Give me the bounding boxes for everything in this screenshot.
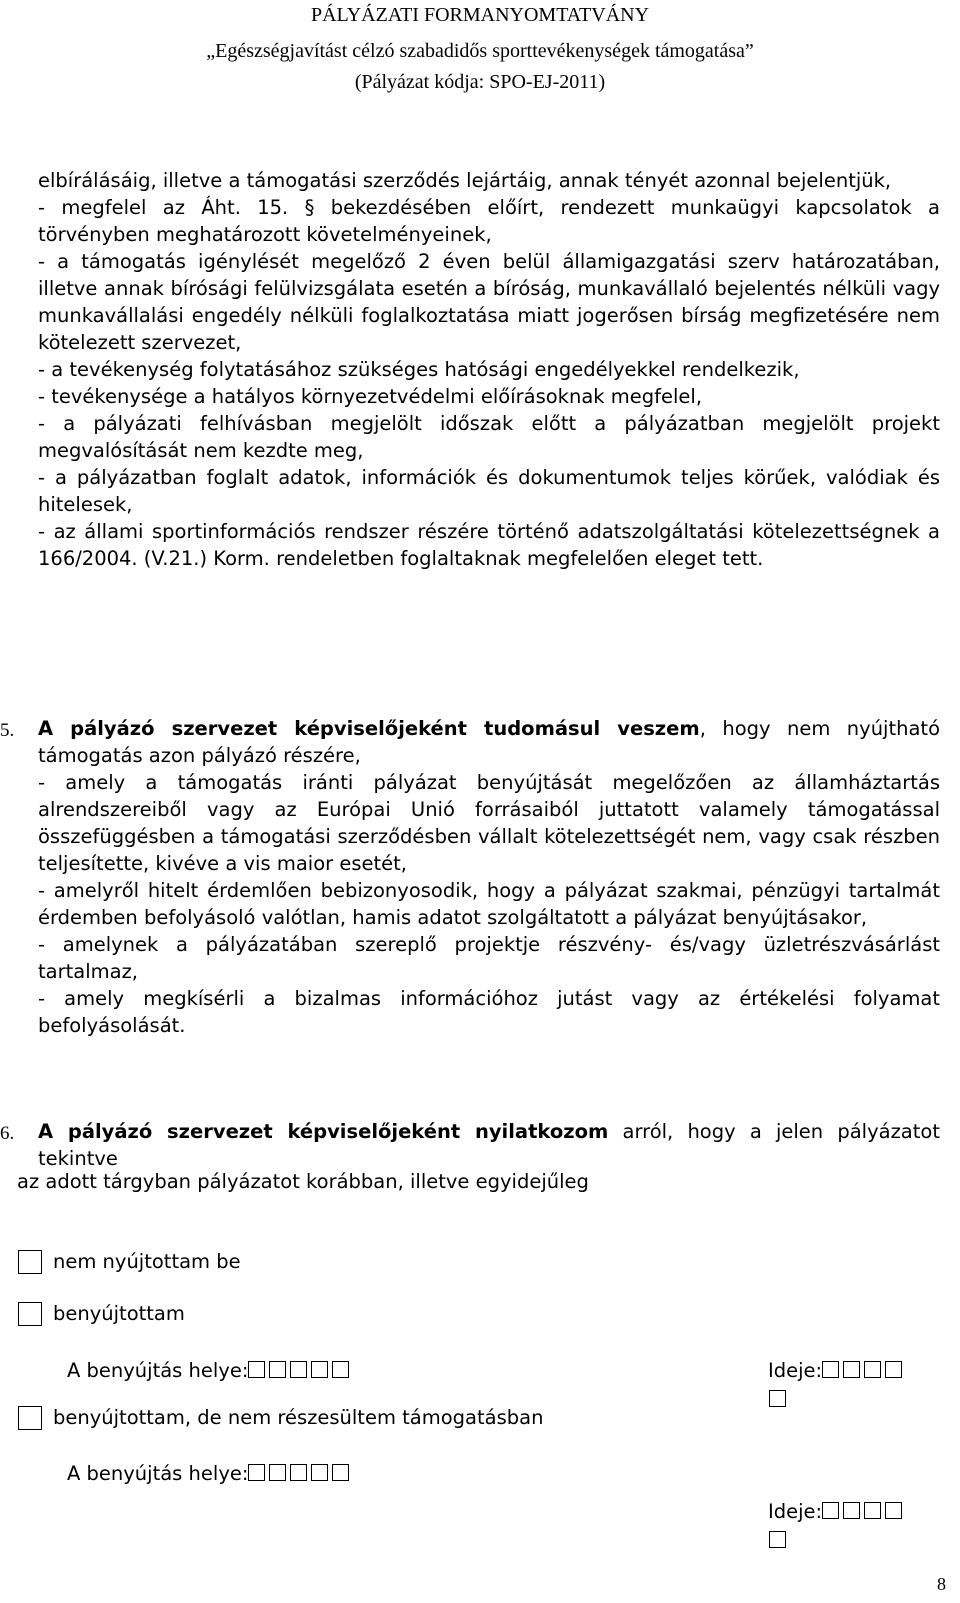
char-box[interactable] <box>269 1361 286 1378</box>
section-6-intro: az adott tárgyban pályázatot korábban, illetve egyidejűleg <box>17 1170 589 1193</box>
submission-date-label: Ideje: <box>768 1500 823 1523</box>
char-box[interactable] <box>822 1502 839 1519</box>
char-box[interactable] <box>290 1361 307 1378</box>
char-box[interactable] <box>332 1361 349 1378</box>
list-item: - az állami sportinformációs rendszer részére történő adatszolgáltatási kötelezettségnek a 166/2004. (V.21.) Korm. rendeletben foglaltaknak megfelelően eleget tett. <box>38 520 940 570</box>
list-item: - a pályázati felhívásban megjelölt időszak előtt a pályázatban megjelölt projekt megvalósítását nem kezdte meg, <box>38 412 940 462</box>
char-box[interactable] <box>864 1361 881 1378</box>
submission-date-field-1-extra <box>769 1390 790 1411</box>
submission-date-field-2-extra <box>769 1531 790 1552</box>
page-number: 8 <box>937 1574 946 1594</box>
list-item: - amelyről hitelt érdemlően bebizonyosodik, hogy a pályázat szakmai, pénzügyi tartalmát érdemben befolyásoló valótlan, hamis adatot szolgáltatott a pályázat benyújtásakor, <box>38 879 940 929</box>
char-box[interactable] <box>843 1361 860 1378</box>
submission-place-label: A benyújtás helye: <box>67 1359 249 1382</box>
list-item: - a támogatás igénylését megelőző 2 éven belül államigazgatási szerv határozatában, illetve annak bírósági felülvizsgálata esetén a bíróság, munkavállaló bejelentés nélküli vagy munkavállalási engedély nélküli foglalkoztatása miatt jogerősen bírság megfizetésére nem kötelezett szervezet, <box>38 250 940 354</box>
list-item: - megfelel az Áht. 15. § bekezdésében előírt, rendezett munkaügyi kapcsolatok a törvényben meghatározott követelményeinek, <box>38 196 940 246</box>
option-submitted-checkbox[interactable] <box>18 1302 42 1326</box>
continuation-text: elbírálásáig, illetve a támogatási szerződés lejártáig, annak tényét azonnal bejelentjük, <box>38 169 892 192</box>
char-box[interactable] <box>311 1464 328 1481</box>
option-submitted-label: benyújtottam <box>53 1302 185 1325</box>
submission-date-label: Ideje: <box>768 1359 823 1382</box>
list-item: - amely megkísérli a bizalmas információhoz jutást vagy az értékelési folyamat befolyásolását. <box>38 987 940 1037</box>
form-header-program: „Egészségjavítást célzó szabadidős sporttevékenységek támogatása” <box>206 40 754 62</box>
form-header-title: PÁLYÁZATI FORMANYOMTATVÁNY <box>310 4 650 26</box>
char-box[interactable] <box>885 1502 902 1519</box>
continuation-block <box>38 167 940 572</box>
char-box[interactable] <box>332 1464 349 1481</box>
list-item: - a pályázatban foglalt adatok, információk és dokumentumok teljes körűek, valódiak és hitelesek, <box>38 466 940 516</box>
section-5-number: 5. <box>0 720 15 741</box>
list-item: - a tevékenység folytatásához szükséges hatósági engedélyekkel rendelkezik, <box>38 358 800 381</box>
section-5-heading <box>38 715 940 769</box>
char-box[interactable] <box>885 1361 902 1378</box>
section-6-bold: A pályázó szervezet képviselőjeként nyilatkozom <box>38 1120 609 1143</box>
char-box[interactable] <box>248 1464 265 1481</box>
form-header-code: (Pályázat kódja: SPO-EJ-2011) <box>354 71 606 93</box>
char-box[interactable] <box>248 1361 265 1378</box>
char-box[interactable] <box>311 1361 328 1378</box>
submission-place-field-2 <box>67 1460 353 1487</box>
submission-date-field-1 <box>768 1357 906 1384</box>
char-box[interactable] <box>769 1531 786 1548</box>
option-not-submitted-label: nem nyújtottam be <box>53 1250 241 1273</box>
list-item: - amelynek a pályázatában szereplő projektje részvény- és/vagy üzletrészvásárlást tartalmaz, <box>38 933 940 983</box>
option-submitted-not-funded-label: benyújtottam, de nem részesültem támogatásban <box>53 1406 544 1429</box>
char-box[interactable] <box>769 1390 786 1407</box>
char-box[interactable] <box>269 1464 286 1481</box>
char-box[interactable] <box>822 1361 839 1378</box>
submission-place-field-1 <box>67 1357 353 1384</box>
char-box[interactable] <box>864 1502 881 1519</box>
option-not-submitted-checkbox[interactable] <box>18 1250 42 1274</box>
submission-date-field-2 <box>768 1498 906 1525</box>
section-6-rest: arról, hogy a jelen pályázatot tekintve <box>38 1120 940 1170</box>
section-5 <box>38 715 940 1039</box>
char-box[interactable] <box>843 1502 860 1519</box>
section-6-heading <box>38 1118 940 1172</box>
char-box[interactable] <box>290 1464 307 1481</box>
list-item: - tevékenysége a hatályos környezetvédelmi előírásoknak megfelel, <box>38 385 703 408</box>
section-5-rest: , hogy nem nyújtható támogatás azon pályázó részére, <box>38 717 941 767</box>
section-5-bold: A pályázó szervezet képviselőjeként tudomásul veszem <box>38 717 700 740</box>
submission-place-label: A benyújtás helye: <box>67 1462 249 1485</box>
option-submitted-not-funded-checkbox[interactable] <box>18 1406 42 1430</box>
list-item: - amely a támogatás iránti pályázat benyújtását megelőzően az államháztartás alrendszereiből vagy az Európai Unió forrásaiból juttatott valamely támogatással összefüggésben a támogatási szerződésben vállalt kötelezettségét nem, vagy csak részben teljesítette, kivéve a vis maior esetét, <box>38 771 940 875</box>
section-6-number: 6. <box>0 1123 15 1144</box>
